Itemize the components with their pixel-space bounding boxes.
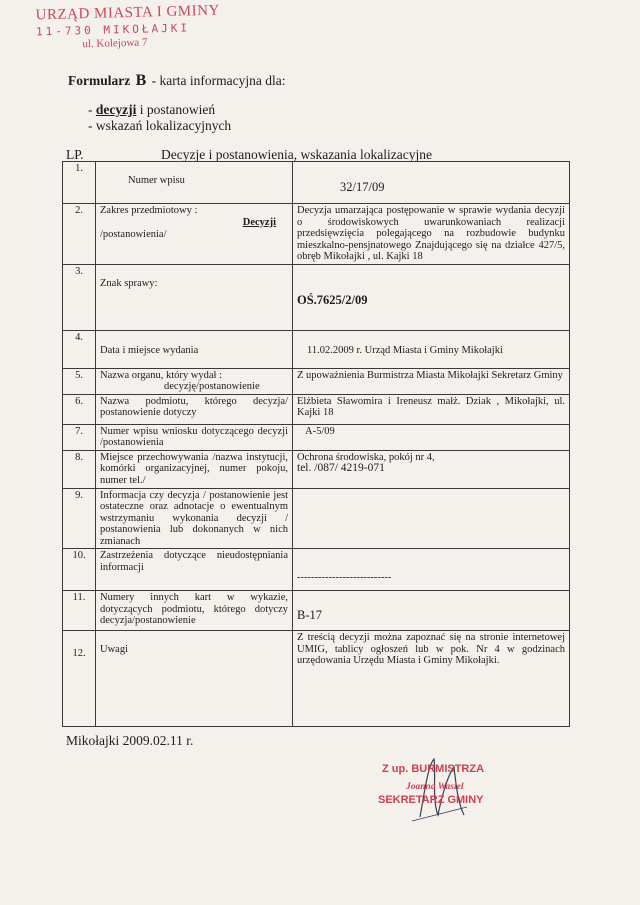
case-sign-value: OŚ.7625/2/09	[297, 292, 368, 307]
remarks-value: Z treścią decyzji można zapoznać się na stronie internetowej UMIG, tablicy ogłoszeń lub w pok. Nr 4 w godzinach urzędowania Urzędu Miasta i Gminy Mikołajki.	[293, 631, 570, 727]
table-row	[63, 394, 570, 424]
scope-rest: i postanowień	[136, 102, 216, 117]
place-and-date: Mikołajki 2009.02.11 r.	[66, 733, 194, 748]
form-scope-list	[88, 102, 231, 134]
row-number: 3.	[63, 264, 96, 330]
row-number: 5.	[63, 368, 96, 394]
finality-label: Informacja czy decyzja / postanowienie jest ostateczne oraz adnotacje o ewentualnym wstrzymaniu wykonania decyzji / postanowienia lub dokonanych w nich zmianach	[96, 488, 293, 549]
scope-dash: -	[88, 102, 96, 117]
issue-date-label: Data i miejsce wydania	[100, 344, 199, 356]
table-row	[63, 424, 570, 450]
table-row	[63, 368, 570, 394]
row-label	[96, 631, 293, 727]
table-row	[63, 549, 570, 591]
scope-item-locations: - wskazań lokalizacyjnych	[88, 118, 232, 133]
scope-value: Decyzja umarzająca postępowanie w sprawie wydania decyzji o środowiskowych uwarunkowaniach realizacji przedsięwzięcia polegającego na rozbudowie budynku mieszkalno-pensjnatowego Znajdującego się na działce 427/5, obręb Mikołajki , ul. Kajki 18	[293, 204, 570, 265]
table-row	[63, 264, 570, 330]
storage-label: Miejsce przechowywania /nazwa instytucji, komórki organizacyjnej, numer pokoju, numer tel./	[96, 450, 293, 488]
signature-stamp-line1: Z up. BURMISTRZA	[382, 763, 485, 775]
row-value	[293, 162, 570, 204]
row-number: 1.	[63, 162, 96, 204]
row-label	[96, 204, 293, 265]
entry-number-label: Numer wpisu	[128, 175, 185, 186]
restrictions-value: ---------------------------	[297, 572, 392, 583]
row-number: 4.	[63, 330, 96, 368]
office-stamp-line2: 11-730 MIKOŁAJKI	[35, 21, 191, 39]
scope-label-decision: Decyzji	[242, 216, 276, 228]
scope-item-decisions	[88, 102, 231, 118]
row-number: 6.	[63, 394, 96, 424]
scope-label: Zakres przedmiotowy :	[100, 205, 198, 216]
request-number-value: A-5/09	[293, 424, 570, 450]
row-label	[96, 264, 293, 330]
storage-value-room: Ochrona środowiska, pokój nr 4,	[297, 451, 435, 463]
other-cards-value: B-17	[297, 608, 322, 622]
case-sign-label: Znak sprawy:	[100, 277, 158, 289]
remarks-label: Uwagi	[100, 644, 128, 655]
table-row	[63, 591, 570, 631]
row-value	[293, 591, 570, 631]
row-value	[293, 264, 570, 330]
information-table	[62, 161, 570, 727]
finality-value	[293, 488, 570, 549]
table-caption: Decyzje i postanowienia, wskazania lokalizacyjne	[161, 147, 433, 162]
row-number: 11.	[63, 591, 96, 631]
table-row	[63, 162, 570, 204]
table-row	[63, 631, 570, 727]
scope-label-orders: /postanowienia/	[100, 229, 167, 240]
row-number	[63, 631, 96, 727]
issue-date-value: 11.02.2009 r. Urząd Miasta i Gminy Mikołajki	[307, 344, 503, 356]
row-number: 7.	[63, 424, 96, 450]
signature-stamp	[372, 755, 512, 825]
row-value	[293, 549, 570, 591]
lp-column-header: LP.	[66, 147, 84, 162]
row-label	[96, 330, 293, 368]
issuer-label-sub: decyzję/postanowienie	[164, 381, 260, 392]
signature-stamp-line3: SEKRETARZ GMINY	[378, 794, 484, 806]
signature-stamp-line2: Joanna Wasiel	[406, 782, 464, 792]
form-title-letter: B	[135, 72, 147, 89]
subject-value: Elżbieta Sławomira i Ireneusz małż. Dziak , Mikołajki, ul. Kajki 18	[293, 394, 570, 424]
form-title	[68, 72, 285, 90]
issuer-value: Z upoważnienia Burmistrza Miasta Mikołajki Sekretarz Gminy	[293, 368, 570, 394]
row-number: 9.	[63, 488, 96, 549]
row-label	[96, 368, 293, 394]
row-label	[96, 162, 293, 204]
row-number: 2.	[63, 204, 96, 265]
row-number: 10.	[63, 549, 96, 591]
scope-bold-word: decyzji	[95, 102, 137, 117]
storage-value-phone: tel. /087/ 4219-071	[297, 462, 385, 474]
form-title-prefix: Formularz	[68, 73, 131, 88]
form-title-suffix: - karta informacyjna dla:	[148, 73, 286, 88]
row-value	[293, 330, 570, 368]
row-number: 8.	[63, 450, 96, 488]
entry-number-value: 32/17/09	[340, 180, 385, 194]
table-row	[63, 488, 570, 549]
office-stamp-line1: URZĄD MIASTA I GMINY	[35, 2, 221, 24]
row-value	[293, 450, 570, 488]
issuer-label: Nazwa organu, który wydał :	[100, 369, 222, 381]
table-row	[63, 450, 570, 488]
row-number-text: 12.	[72, 648, 86, 659]
request-number-label: Numer wpisu wniosku dotyczącego decyzji /postanowienia	[96, 424, 293, 450]
table-row	[63, 204, 570, 265]
other-cards-label: Numery innych kart w wykazie, dotyczących podmiotu, którego dotyczy decyzja/postanowienie	[96, 591, 293, 631]
table-row	[63, 330, 570, 368]
office-stamp-line3: ul. Kolejowa 7	[82, 36, 148, 51]
restrictions-label: Zastrzeżenia dotyczące nieudostępniania informacji	[96, 549, 293, 591]
subject-label: Nazwa podmiotu, którego decyzja/ postanowienie dotyczy	[96, 394, 293, 424]
office-stamp	[35, 4, 220, 53]
